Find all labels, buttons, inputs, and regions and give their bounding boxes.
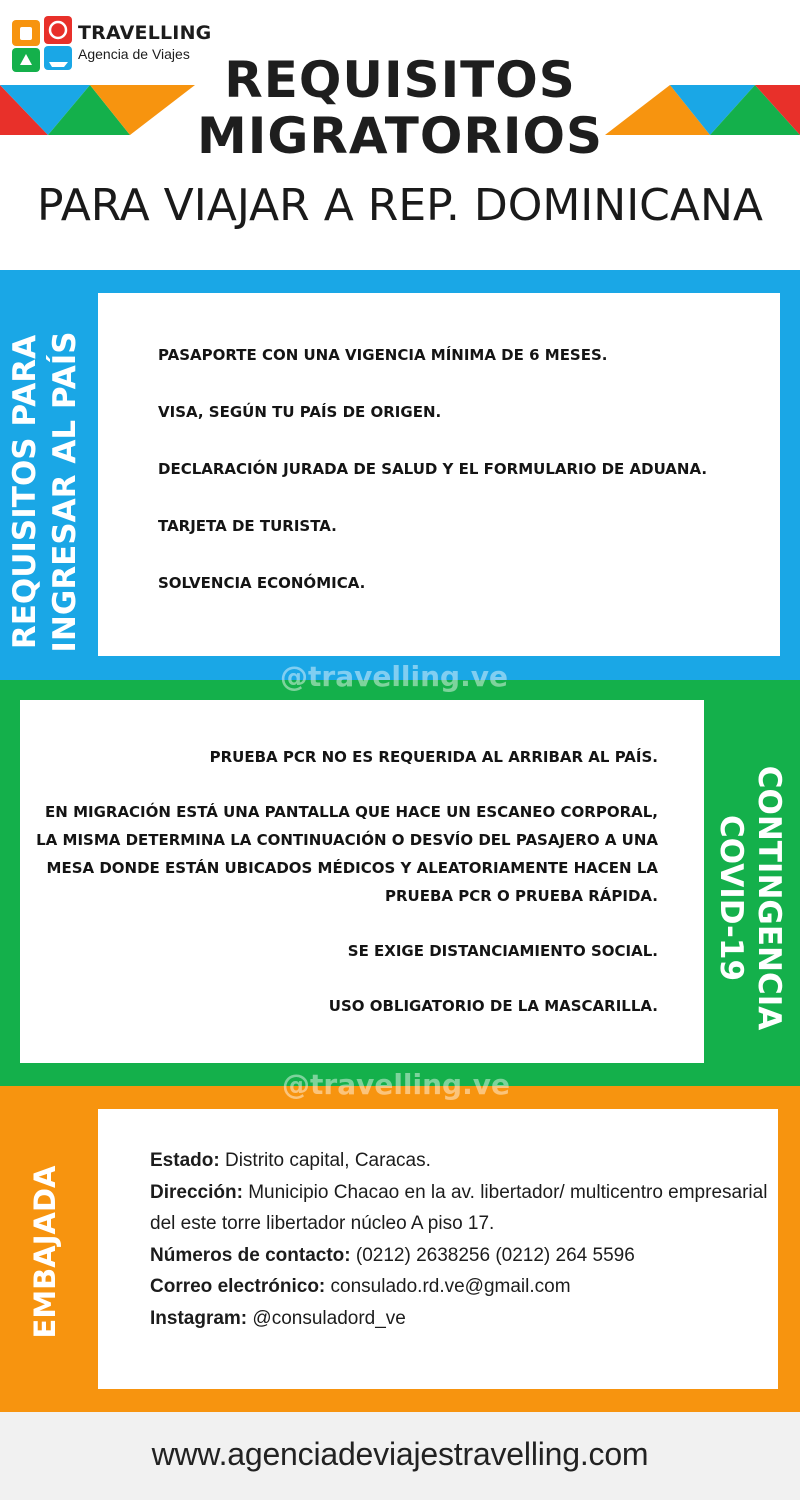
list-item: SOLVENCIA ECONÓMICA. — [158, 574, 366, 592]
requisitos-heading-line-1: REQUISITOS PARA — [7, 334, 43, 650]
embajada-estado — [150, 1145, 770, 1177]
embajada-direccion — [150, 1177, 770, 1240]
travel-suitcase-icon — [10, 10, 74, 74]
requisitos-card-pointer — [98, 383, 128, 447]
title-line-2: MIGRATORIOS — [197, 107, 603, 165]
instagram-label: Instagram: — [150, 1307, 248, 1329]
direccion-value: Municipio Chacao en la av. libertador/ multicentro empresarial del este torre libertador núcleo A piso 17. — [150, 1181, 768, 1234]
contingencia-list — [28, 743, 658, 1047]
watermark: @travelling.ve — [282, 1068, 510, 1101]
requisitos-heading — [5, 287, 85, 697]
title-line-1: REQUISITOS — [224, 51, 576, 109]
list-item: EN MIGRACIÓN ESTÁ UNA PANTALLA QUE HACE UN ESCANEO CORPORAL, LA MISMA DETERMINA LA CONTINUACIÓN O DESVÍO DEL PASAJERO A UNA MESA DONDE ESTÁN UBICADOS MÉDICOS Y ALEATORIAMENTE HACEN LA PRUEBA PCR O PRUEBA RÁPIDA. — [36, 803, 658, 905]
list-item: PRUEBA PCR NO ES REQUERIDA AL ARRIBAR AL PAÍS. — [209, 748, 658, 766]
instagram-value: @consuladord_ve — [247, 1307, 406, 1329]
estado-value: Distrito capital, Caracas. — [219, 1150, 431, 1171]
estado-label: Estado: — [150, 1150, 220, 1171]
contingencia-heading — [712, 718, 788, 1078]
contingencia-card-pointer — [674, 921, 704, 985]
list-item: PASAPORTE CON UNA VIGENCIA MÍNIMA DE 6 MESES. — [158, 346, 608, 364]
correo-label: Correo electrónico: — [150, 1276, 326, 1297]
list-item: VISA, SEGÚN TU PAÍS DE ORIGEN. — [158, 403, 442, 421]
page-title — [150, 52, 650, 164]
logo-tagline: Agencia de Viajes — [78, 46, 190, 62]
website-link[interactable]: www.agenciadeviajestravelling.com — [151, 1436, 649, 1472]
embajada-card-pointer — [98, 1203, 128, 1267]
contacto-label: Números de contacto: — [150, 1244, 351, 1266]
embajada-correo — [150, 1271, 770, 1303]
contingencia-heading-line-1: CONTINGENCIA — [751, 765, 787, 1031]
watermark: @travelling.ve — [280, 660, 508, 693]
correo-value: consulado.rd.ve@gmail.com — [325, 1276, 571, 1297]
embajada-instagram — [150, 1303, 770, 1335]
list-item: SE EXIGE DISTANCIAMIENTO SOCIAL. — [347, 942, 658, 960]
requisitos-list — [158, 345, 768, 630]
contacto-value: (0212) 2638256 (0212) 264 5596 — [350, 1244, 635, 1266]
list-item: USO OBLIGATORIO DE LA MASCARILLA. — [328, 997, 658, 1015]
contingencia-heading-line-2: COVID-19 — [713, 814, 749, 982]
embajada-details — [150, 1145, 770, 1334]
embajada-contacto — [150, 1240, 770, 1272]
requisitos-heading-line-2: INGRESAR AL PAÍS — [47, 331, 83, 653]
list-item: DECLARACIÓN JURADA DE SALUD Y EL FORMULARIO DE ADUANA. — [158, 460, 708, 478]
logo-brand: TRAVELLING — [78, 22, 212, 44]
list-item: TARJETA DE TURISTA. — [158, 517, 337, 535]
page-subtitle: PARA VIAJAR A REP. DOMINICANA — [36, 180, 764, 231]
embajada-heading: EMBAJADA — [28, 1165, 62, 1339]
direccion-label: Dirección: — [150, 1181, 243, 1203]
